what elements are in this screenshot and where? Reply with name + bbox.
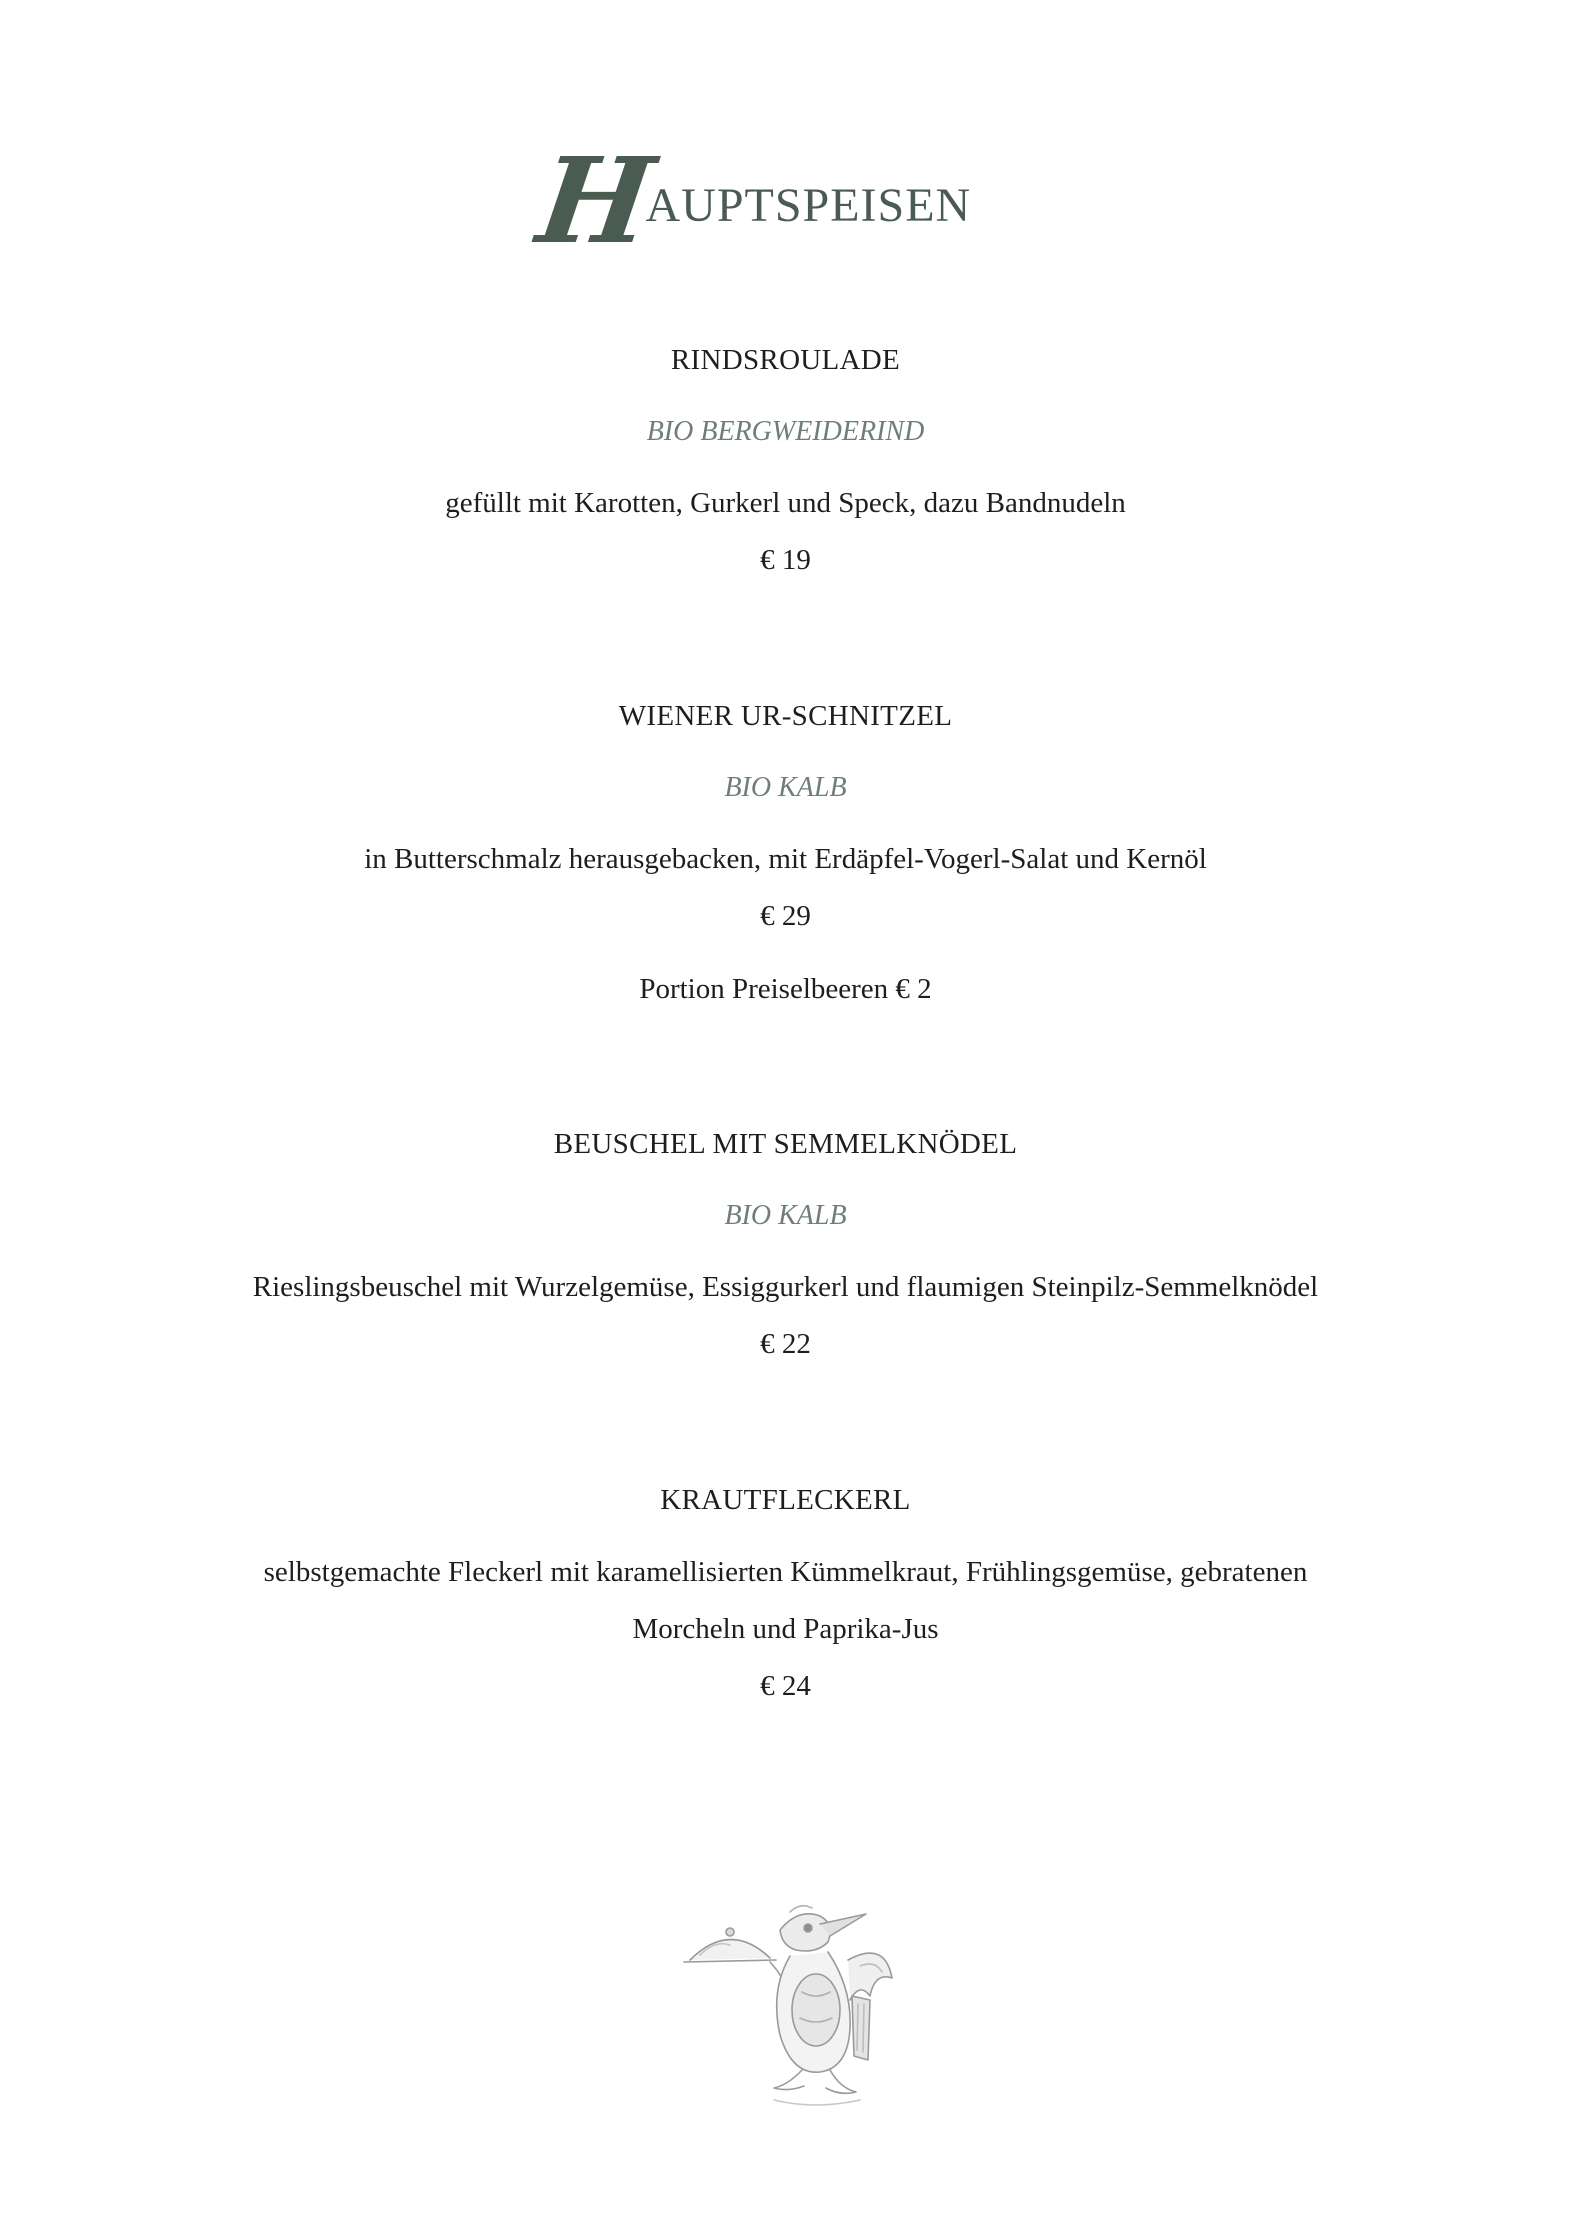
dish-origin: BIO KALB	[724, 1200, 847, 1231]
bird-waiter-cloche-icon	[670, 1900, 900, 2120]
dish-price: € 29	[760, 900, 811, 932]
heading-text: AUPTSPEISEN	[645, 179, 972, 232]
dish-description: Rieslingsbeuschel mit Wurzelgemüse, Essiggurkerl und flaumigen Steinpilz-Semmelknödel	[252, 1271, 1319, 1303]
dish-name: WIENER UR-SCHNITZEL	[618, 700, 953, 732]
heading-initial: H	[530, 131, 662, 270]
dish-name: RINDSROULADE	[670, 344, 901, 376]
dish-description: in Butterschmalz herausgebacken, mit Erdäpfel-Vogerl-Salat und Kernöl	[364, 843, 1207, 875]
dish-price: € 19	[760, 544, 811, 576]
dish-extra: Portion Preiselbeeren € 2	[639, 973, 932, 1005]
dish-origin: BIO KALB	[724, 772, 847, 803]
page-heading	[530, 130, 972, 270]
dish-price: € 22	[760, 1328, 811, 1360]
dish-origin: BIO BERGWEIDERIND	[646, 416, 925, 447]
dish-description-line1: selbstgemachte Fleckerl mit karamellisierten Kümmelkraut, Frühlingsgemüse, gebratenen	[263, 1556, 1308, 1588]
dish-name: KRAUTFLECKERL	[660, 1484, 911, 1516]
dish-description: gefüllt mit Karotten, Gurkerl und Speck, dazu Bandnudeln	[445, 487, 1126, 519]
dish-name: BEUSCHEL MIT SEMMELKNÖDEL	[553, 1128, 1018, 1160]
dish-price: € 24	[760, 1670, 811, 1702]
dish-description-line2: Morcheln und Paprika-Jus	[632, 1613, 939, 1645]
